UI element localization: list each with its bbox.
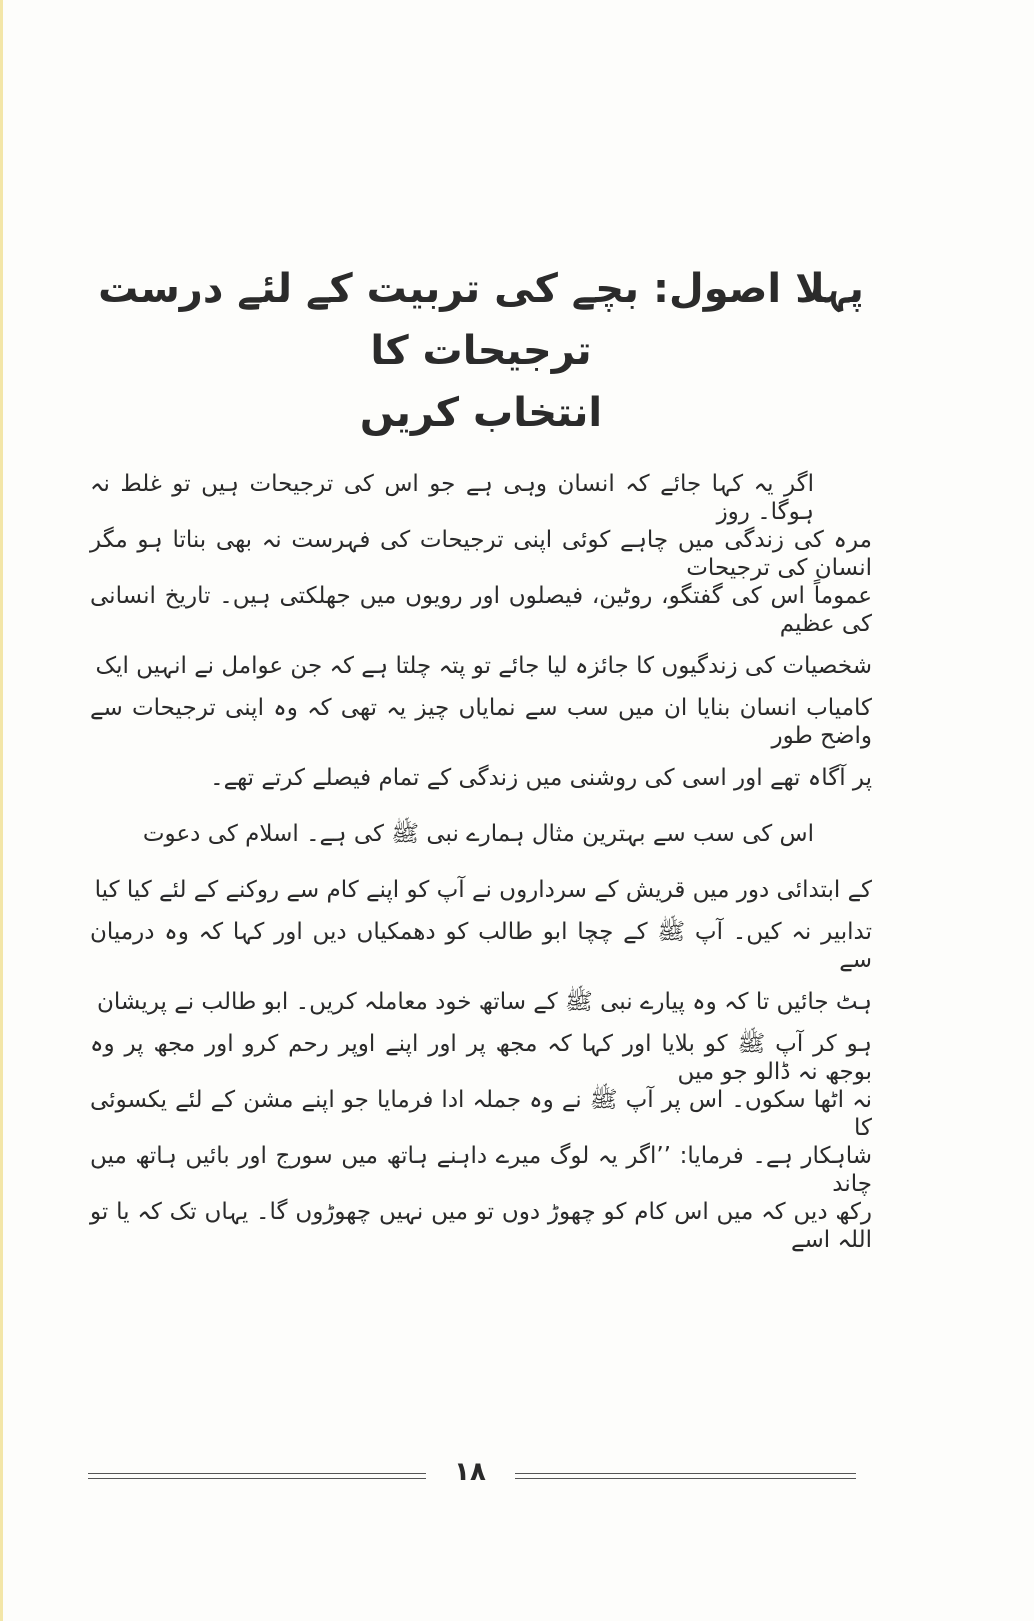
text-line: اگر یہ کہا جائے کہ انسان وہی ہے جو اس کی ترجیحات ہیں تو غلط نہ ہوگا۔ روز bbox=[90, 471, 814, 525]
footer-rule-left bbox=[88, 1473, 426, 1479]
text-line: ہٹ جائیں تا کہ وہ پیارے نبی ﷺ کے ساتھ خود معاملہ کریں۔ ابو طالب نے پریشان bbox=[97, 989, 872, 1015]
page-number: ۱۸ bbox=[454, 1457, 486, 1487]
text-line: رکھ دیں کہ میں اس کام کو چھوڑ دوں تو میں نہیں چھوڑوں گا۔ یہاں تک کہ یا تو اللہ اسے bbox=[90, 1199, 872, 1253]
text-line: شخصیات کی زندگیوں کا جائزہ لیا جائے تو پتہ چلتا ہے کہ جن عوامل نے انہیں ایک bbox=[95, 653, 872, 679]
text-line: نہ اٹھا سکوں۔ اس پر آپ ﷺ نے وہ جملہ ادا فرمایا جو اپنے مشن کے لئے یکسوئی کا bbox=[90, 1087, 872, 1141]
chapter-title-line-2: انتخاب کریں bbox=[359, 390, 603, 436]
chapter-title bbox=[90, 258, 872, 444]
paragraph-1 bbox=[90, 470, 872, 806]
text-line: شاہکار ہے۔ فرمایا: ’’اگر یہ لوگ میرے داہنے ہاتھ میں سورج اور بائیں ہاتھ میں چاند bbox=[90, 1143, 872, 1197]
text-line: پر آگاہ تھے اور اسی کی روشنی میں زندگی کے تمام فیصلے کرتے تھے۔ bbox=[210, 765, 872, 791]
chapter-title-line-1: پہلا اصول: بچے کی تربیت کے لئے درست ترجیحات کا bbox=[98, 266, 864, 374]
text-line: عموماً اس کی گفتگو، روٹین، فیصلوں اور رویوں میں جھلکتی ہیں۔ تاریخ انسانی کی عظیم bbox=[90, 583, 872, 637]
footer-rule-right bbox=[515, 1473, 856, 1479]
page-edge bbox=[0, 0, 3, 1621]
body-text bbox=[90, 470, 872, 1254]
text-line: اس کی سب سے بہترین مثال ہمارے نبی ﷺ کی ہے۔ اسلام کی دعوت bbox=[142, 821, 814, 847]
text-line: کامیاب انسان بنایا ان میں سب سے نمایاں چیز یہ تھی کہ وہ اپنی ترجیحات سے واضح طور bbox=[90, 695, 872, 749]
text-line: تدابیر نہ کیں۔ آپ ﷺ کے چچا ابو طالب کو دھمکیاں دیں اور کہا کہ وہ درمیان سے bbox=[90, 919, 872, 973]
text-line: ہو کر آپ ﷺ کو بلایا اور کہا کہ مجھ پر اور اپنے اوپر رحم کرو اور مجھ پر وہ بوجھ نہ ڈالو جو میں bbox=[90, 1031, 872, 1085]
page-footer bbox=[88, 1455, 856, 1495]
text-line: کے ابتدائی دور میں قریش کے سرداروں نے آپ کو اپنے کام سے روکنے کے لئے کیا کیا bbox=[94, 877, 872, 903]
paragraph-2 bbox=[90, 806, 872, 1254]
text-line: مرہ کی زندگی میں چاہے کوئی اپنی ترجیحات کی فہرست نہ بھی بناتا ہو مگر انسان کی ترجیحات bbox=[90, 527, 872, 581]
